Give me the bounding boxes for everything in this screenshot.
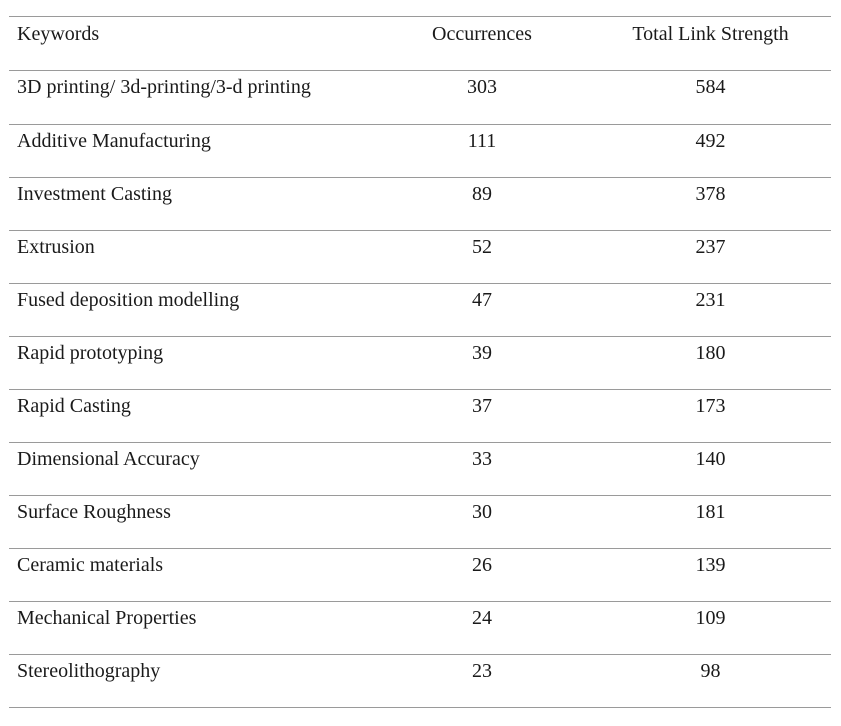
occurrences-cell: 39 — [472, 342, 492, 364]
occurrences-cell: 23 — [472, 660, 492, 682]
occurrences-cell: 47 — [472, 289, 492, 311]
table-row — [9, 231, 831, 284]
occurrences-cell: 89 — [472, 183, 492, 205]
table-row — [9, 549, 831, 602]
table-row — [9, 284, 831, 337]
table-row — [9, 125, 831, 178]
keyword-cell: Fused deposition modelling — [17, 289, 240, 311]
occurrences-cell: 303 — [467, 76, 497, 98]
keyword-cell: Ceramic materials — [17, 554, 164, 576]
table-row — [9, 602, 831, 655]
occurrences-cell: 26 — [472, 554, 492, 576]
header-total-link-strength: Total Link Strength — [632, 23, 789, 45]
occurrences-cell: 52 — [472, 236, 492, 258]
link-strength-cell: 181 — [695, 501, 726, 523]
keywords-table — [9, 16, 831, 708]
table-row — [9, 178, 831, 231]
keyword-cell: Extrusion — [17, 236, 95, 258]
link-strength-cell: 109 — [695, 607, 726, 629]
header-keywords: Keywords — [17, 23, 100, 45]
keyword-text: 3D printing/ 3d-printing/3-d printing — [17, 76, 311, 98]
table-row — [9, 390, 831, 443]
occurrences-cell: 111 — [467, 130, 497, 152]
table-row — [9, 655, 831, 708]
link-strength-cell: 584 — [695, 76, 726, 98]
table-header-row — [9, 17, 831, 71]
keyword-cell: Additive Manufacturing — [17, 130, 211, 152]
table-row — [9, 496, 831, 549]
occurrences-cell: 30 — [472, 501, 492, 523]
occurrences-cell: 33 — [472, 448, 492, 470]
table-row — [9, 337, 831, 390]
keyword-cell: Investment Casting — [17, 183, 172, 205]
link-strength-cell: 173 — [695, 395, 726, 417]
link-strength-cell: 237 — [695, 236, 726, 258]
link-strength-cell: 378 — [695, 183, 726, 205]
occurrences-cell: 37 — [472, 395, 492, 417]
link-strength-cell: 140 — [695, 448, 726, 470]
keyword-cell: Mechanical Properties — [17, 607, 197, 629]
keyword-cell: Surface Roughness — [17, 501, 171, 523]
link-strength-cell: 139 — [695, 554, 726, 576]
link-strength-cell: 231 — [695, 289, 726, 311]
header-occurrences: Occurrences — [432, 23, 532, 45]
occurrences-cell: 24 — [472, 607, 492, 629]
keyword-cell: Rapid Casting — [17, 395, 131, 417]
table-row — [9, 443, 831, 496]
link-strength-cell: 180 — [695, 342, 726, 364]
keyword-cell: Rapid prototyping — [17, 342, 164, 364]
table-row — [9, 71, 831, 125]
keyword-cell: Dimensional Accuracy — [17, 448, 200, 470]
link-strength-cell: 492 — [695, 130, 726, 152]
keyword-cell: Stereolithography — [17, 660, 161, 682]
link-strength-cell: 98 — [700, 660, 721, 682]
keyword-cell — [9, 71, 374, 125]
